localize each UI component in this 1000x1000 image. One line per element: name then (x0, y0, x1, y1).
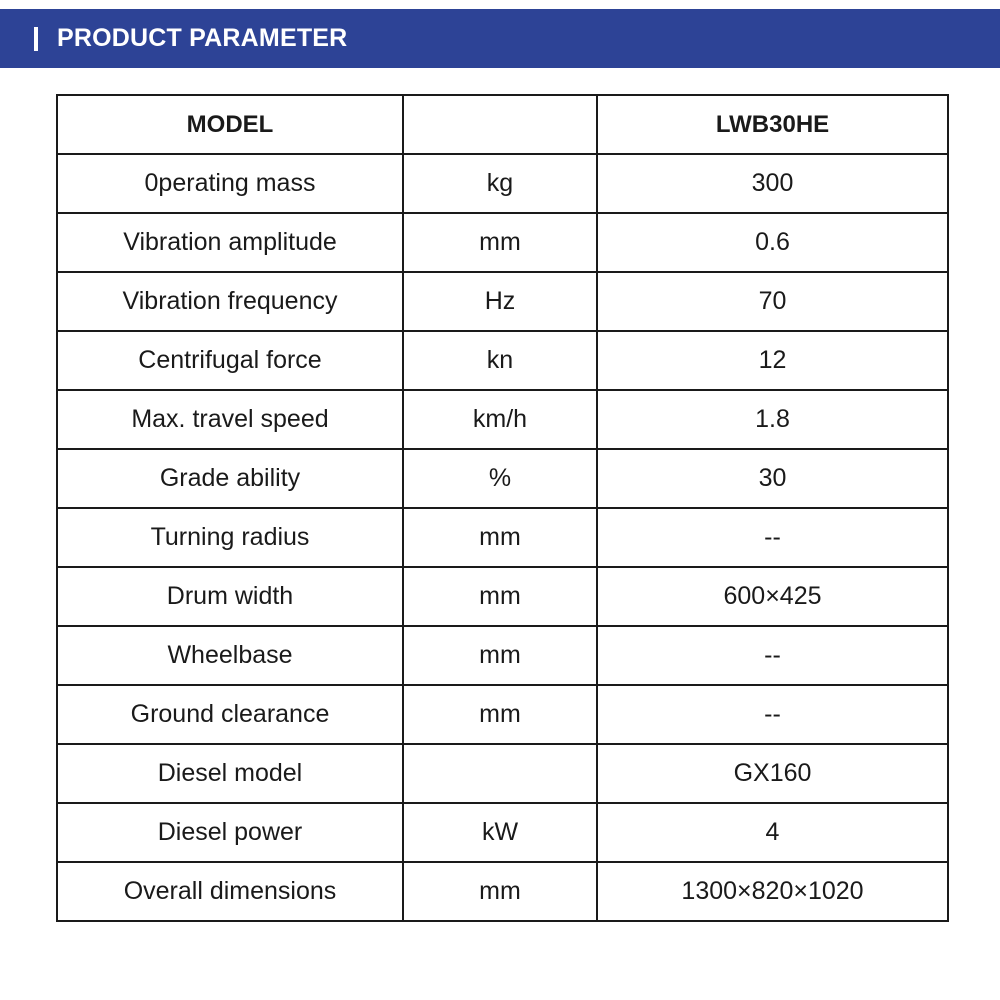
parameter-table (56, 94, 949, 922)
param-label: Wheelbase (57, 626, 403, 685)
param-value: 4 (597, 803, 948, 862)
param-unit: mm (403, 685, 597, 744)
param-label: Grade ability (57, 449, 403, 508)
param-unit: Hz (403, 272, 597, 331)
table-row (57, 862, 948, 921)
header-bar (0, 9, 1000, 68)
param-unit: mm (403, 508, 597, 567)
param-label: Centrifugal force (57, 331, 403, 390)
param-unit: % (403, 449, 597, 508)
param-value: 70 (597, 272, 948, 331)
param-label: Overall dimensions (57, 862, 403, 921)
table-row (57, 390, 948, 449)
header-accent-mark (34, 27, 38, 51)
param-unit (403, 744, 597, 803)
param-value: 12 (597, 331, 948, 390)
param-value: 1300×820×1020 (597, 862, 948, 921)
table-row (57, 272, 948, 331)
table-row (57, 154, 948, 213)
header-cell-model: MODEL (57, 95, 403, 154)
param-value: 600×425 (597, 567, 948, 626)
table-row (57, 803, 948, 862)
param-value: 300 (597, 154, 948, 213)
param-label: Turning radius (57, 508, 403, 567)
param-label: Ground clearance (57, 685, 403, 744)
header-cell-value: LWB30HE (597, 95, 948, 154)
param-label: Vibration amplitude (57, 213, 403, 272)
param-unit: mm (403, 626, 597, 685)
header-cell-unit (403, 95, 597, 154)
param-unit: mm (403, 862, 597, 921)
param-value: -- (597, 626, 948, 685)
param-value: 30 (597, 449, 948, 508)
param-label: Diesel power (57, 803, 403, 862)
param-label: Vibration frequency (57, 272, 403, 331)
page-title: PRODUCT PARAMETER (57, 24, 348, 52)
param-value: -- (597, 685, 948, 744)
param-value: GX160 (597, 744, 948, 803)
param-label: 0perating mass (57, 154, 403, 213)
table-header-row (57, 95, 948, 154)
param-unit: mm (403, 567, 597, 626)
param-value: -- (597, 508, 948, 567)
param-value: 0.6 (597, 213, 948, 272)
table-row (57, 685, 948, 744)
table-row (57, 508, 948, 567)
table-row (57, 449, 948, 508)
table-row (57, 744, 948, 803)
param-unit: kW (403, 803, 597, 862)
table-row (57, 567, 948, 626)
table-row (57, 626, 948, 685)
param-value: 1.8 (597, 390, 948, 449)
param-unit: kg (403, 154, 597, 213)
param-unit: km/h (403, 390, 597, 449)
param-label: Drum width (57, 567, 403, 626)
table-row (57, 213, 948, 272)
param-label: Diesel model (57, 744, 403, 803)
table-row (57, 331, 948, 390)
param-unit: kn (403, 331, 597, 390)
param-unit: mm (403, 213, 597, 272)
param-label: Max. travel speed (57, 390, 403, 449)
